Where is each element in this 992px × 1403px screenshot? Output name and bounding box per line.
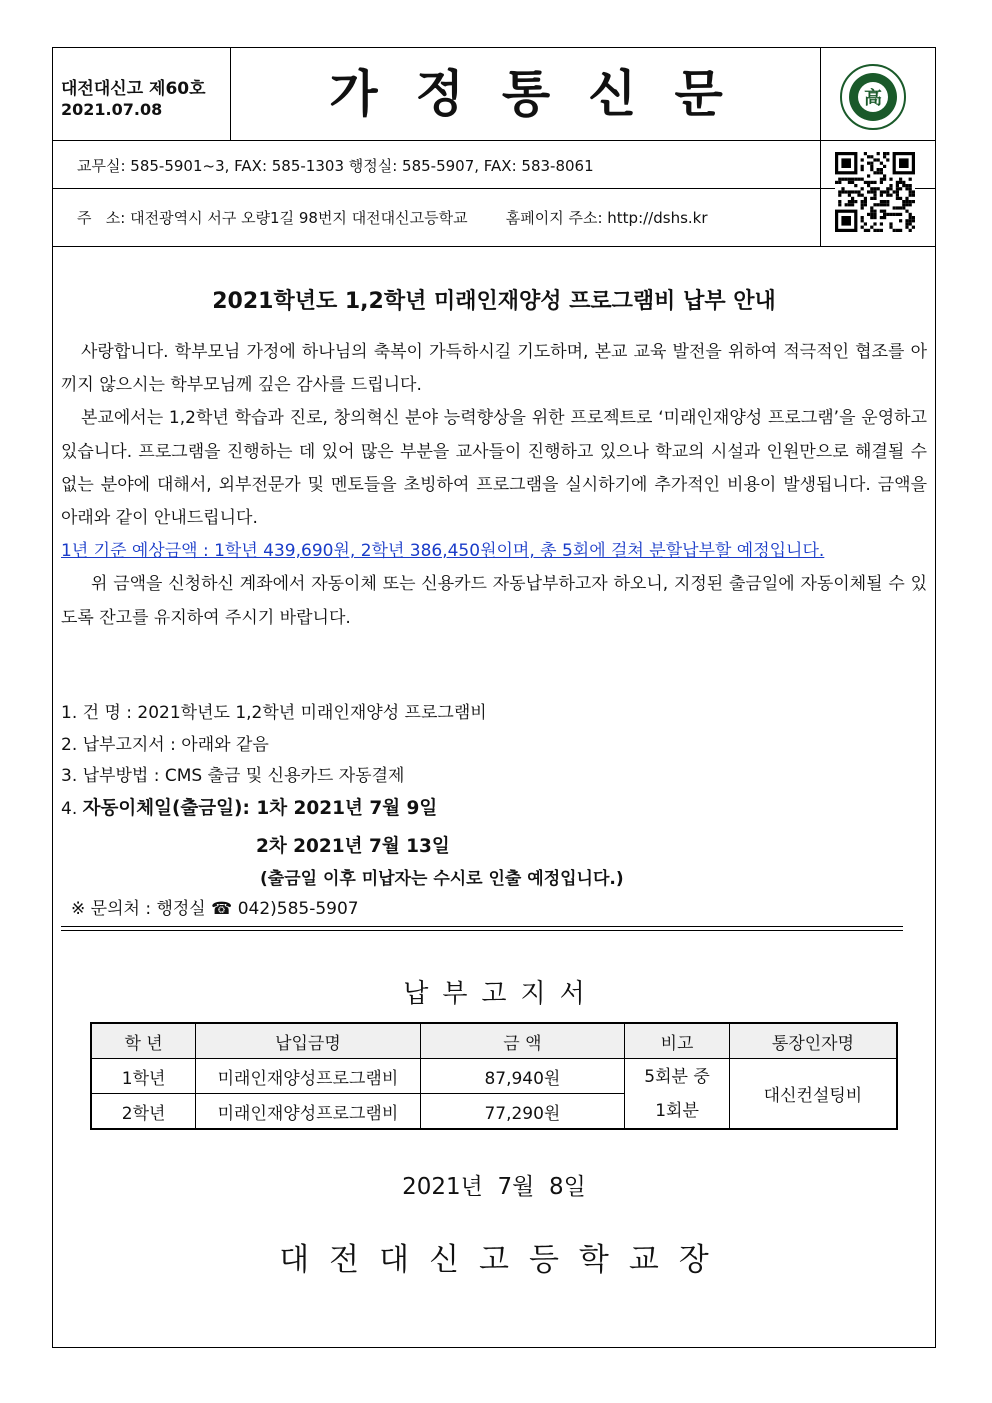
item-subject: 1. 건 명 : 2021학년도 1,2학년 미래인재양성 프로그램비 — [61, 703, 487, 723]
school-emblem-icon — [839, 63, 907, 131]
item-transfer-number: 4. — [61, 798, 83, 819]
notice-body — [61, 336, 927, 635]
item-list — [61, 698, 487, 825]
note-line-1: 5회분 중 — [644, 1066, 710, 1087]
note-line-2: 1회분 — [655, 1100, 699, 1121]
item-transfer-second: 2차 2021년 7월 13일 — [256, 836, 450, 857]
header-contact-row — [53, 141, 935, 189]
cell-grade: 2학년 — [91, 1094, 196, 1130]
issue-number: 대전대신고 제60호 — [61, 79, 206, 99]
cell-amount: 77,290원 — [420, 1094, 625, 1130]
cell-fee-name: 미래인재양성프로그램비 — [196, 1094, 420, 1130]
logo-column — [820, 48, 935, 247]
table-row — [91, 1059, 897, 1094]
cell-note — [625, 1059, 730, 1130]
header-address-row — [53, 189, 935, 247]
item-method: 3. 납부방법 : CMS 출금 및 신용카드 자동결제 — [61, 766, 405, 786]
item-transfer-date — [61, 793, 487, 826]
paragraph-program: 본교에서는 1,2학년 학습과 진로, 창의혁신 분야 능력향상을 위한 프로젝트로 ‘미래인재양성 프로그램’을 운영하고 있습니다. 프로그램을 진행하는 데 있어 많은 부분을 교사들이 진행하고 있으나 학교의 시설과 인원만으로 해결될 수 없는 분야에 대해서, 외부전문가 및 멘토들을 초빙하여 프로그램을 실시하기에 추가적인 비용이 발생됩니다. 금액을 아래와 같이 안내드립니다. — [61, 408, 927, 529]
principal-signature: 대전대신고등학교장 — [279, 1242, 729, 1278]
issue-box — [53, 48, 231, 141]
header-amount: 금 액 — [420, 1023, 625, 1059]
header-note: 비고 — [625, 1023, 730, 1059]
separator-line — [61, 926, 903, 931]
header-grade: 학 년 — [91, 1023, 196, 1059]
item-bill: 2. 납부고지서 : 아래와 같음 — [61, 734, 269, 755]
address-info: 주 소: 대전광역시 서구 오량1길 98번지 대전대신고등학교 홈페이지 주소: http://dshs.kr — [77, 209, 708, 227]
qr-code-icon[interactable] — [835, 152, 915, 232]
issue-date: 2021.07.08 — [61, 100, 163, 119]
bill-table — [90, 1022, 898, 1130]
table-header-row — [91, 1023, 897, 1059]
header-fee-name: 납입금명 — [196, 1023, 420, 1059]
header-top-row — [53, 48, 935, 141]
contact-info: 교무실: 585-5901~3, FAX: 585-1303 행정실: 585-5907, FAX: 583-8061 — [77, 157, 594, 175]
notice-title: 2021학년도 1,2학년 미래인재양성 프로그램비 납부 안내 — [212, 289, 776, 314]
cell-amount: 87,940원 — [420, 1059, 625, 1094]
item-transfer-first: 자동이체일(출금일): 1차 2021년 7월 9일 — [82, 797, 438, 819]
cell-payee: 대신컨설팅비 — [729, 1059, 897, 1130]
issue-date-footer: 2021년 7월 8일 — [402, 1174, 586, 1200]
header-payee: 통장인자명 — [729, 1023, 897, 1059]
inquiry-line: ※ 문의처 : 행정실 ☎ 042)585-5907 — [71, 899, 359, 919]
emblem-text: 高 — [864, 88, 882, 109]
paragraph-amount: 1년 기준 예상금액 : 1학년 439,690원, 2학년 386,450원이며, 총 5회에 걸쳐 분할납부할 예정입니다. — [61, 541, 825, 562]
page-title: 가정통신문 — [329, 65, 761, 123]
cell-grade: 1학년 — [91, 1059, 196, 1094]
bill-title: 납부고지서 — [403, 979, 599, 1009]
document-frame — [52, 47, 936, 1348]
cell-fee-name: 미래인재양성프로그램비 — [196, 1059, 420, 1094]
paragraph-greeting: 사랑합니다. 학부모님 가정에 하나님의 축복이 가득하시길 기도하며, 본교 교육 발전을 위하여 적극적인 협조를 아끼지 않으시는 학부모님께 깊은 감사를 드립니다. — [61, 342, 927, 396]
item-transfer-note: (출금일 이후 미납자는 수시로 인출 예정입니다.) — [260, 869, 624, 889]
paragraph-payment: 위 금액을 신청하신 계좌에서 자동이체 또는 신용카드 자동납부하고자 하오니, 지정된 출금일에 자동이체될 수 있도록 잔고를 유지하여 주시기 바랍니다. — [61, 574, 927, 628]
